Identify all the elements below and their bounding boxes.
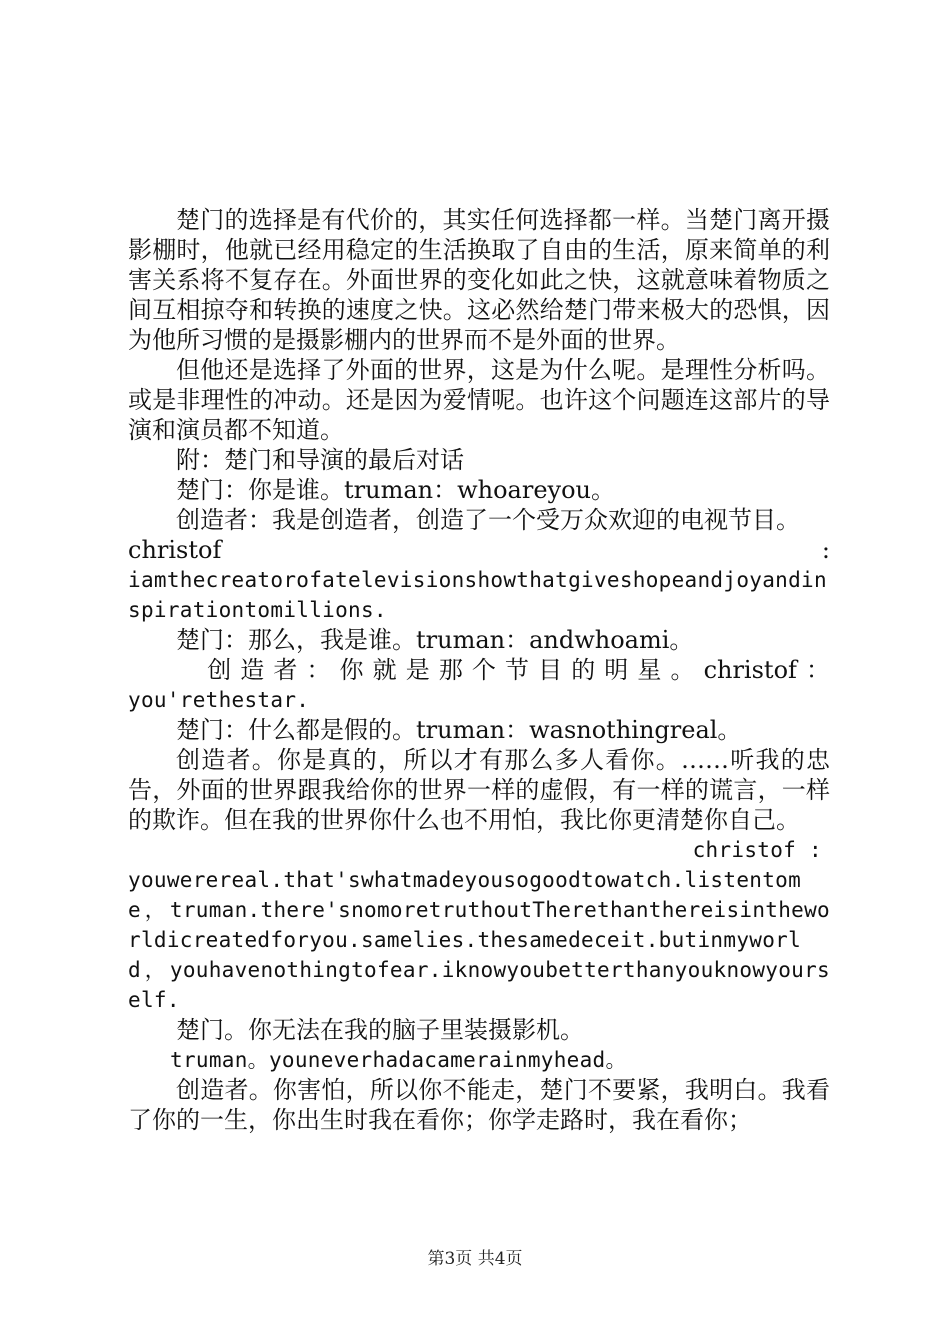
dialogue-line: 楚门：什么都是假的。truman：wasnothingreal。 (176, 716, 742, 744)
dialogue-english: youwerereal.that'swhatmadeyousogoodtowatch.listentome，truman.there'snomoretruthoutTherethanthereisintheworldicreatedforyou.samelies.thesamedeceit.butinmyworld，youhavenothingtofear.iknowyoubetterthanyouknowyourself. (128, 868, 830, 1012)
dialogue-line: 创造者。你是真的，所以才有那么多人看你。……听我的忠告，外面的世界跟我给你的世界一样的虚假，有一样的谎言，一样的欺诈。但在我的世界你什么也不用怕，我比你更清楚你自己。 (128, 746, 830, 834)
dialogue-english: you'rethestar. (128, 688, 310, 712)
dialogue-line: 楚门：那么，我是谁。truman：andwhoami。 (176, 626, 694, 654)
paragraph-truman-choice: 楚门的选择是有代价的，其实任何选择都一样。当楚门离开摄影棚时，他就已经用稳定的生活换取了自由的生活，原来简单的利害关系将不复存在。外面世界的变化如此之快，这就意味着物质之间互相掠夺和转换的速度之快。这必然给楚门带来极大的恐惧，因为他所习惯的是摄影棚内的世界而不是外面的世界。 (128, 206, 830, 354)
document-body (128, 205, 830, 1135)
dialogue-speaker (128, 535, 830, 565)
dialogue-speaker (128, 835, 830, 865)
dialogue-line: 创造者。你害怕，所以你不能走，楚门不要紧，我明白。我看了你的一生，你出生时我在看你；你学走路时，我在看你； (128, 1076, 830, 1134)
page-footer: 第3页 共4页 (427, 1249, 523, 1269)
dialogue-line: 创造者：你就是那个节目的明星。christof： (207, 656, 830, 684)
dialogue-english: iamthecreatorofatelevisionshowthatgiveshopeandjoyandinspirationtomillions. (128, 568, 827, 622)
paragraph-appendix-title: 附：楚门和导演的最后对话 (176, 446, 464, 474)
dialogue-english: truman。youneverhadacamerainmyhead。 (170, 1048, 627, 1072)
dialogue-line: 楚门：你是谁。truman：whoareyou。 (176, 476, 615, 504)
dialogue-line: 楚门。你无法在我的脑子里装摄影机。 (176, 1016, 584, 1044)
speaker-label: christof : (692, 838, 822, 862)
speaker-label: christof : (128, 536, 830, 564)
paragraph-why-choose: 但他还是选择了外面的世界，这是为什么呢。是理性分析吗。或是非理性的冲动。还是因为爱情呢。也许这个问题连这部片的导演和演员都不知道。 (128, 356, 830, 444)
dialogue-line: 创造者：我是创造者，创造了一个受万众欢迎的电视节目。 (176, 506, 800, 534)
